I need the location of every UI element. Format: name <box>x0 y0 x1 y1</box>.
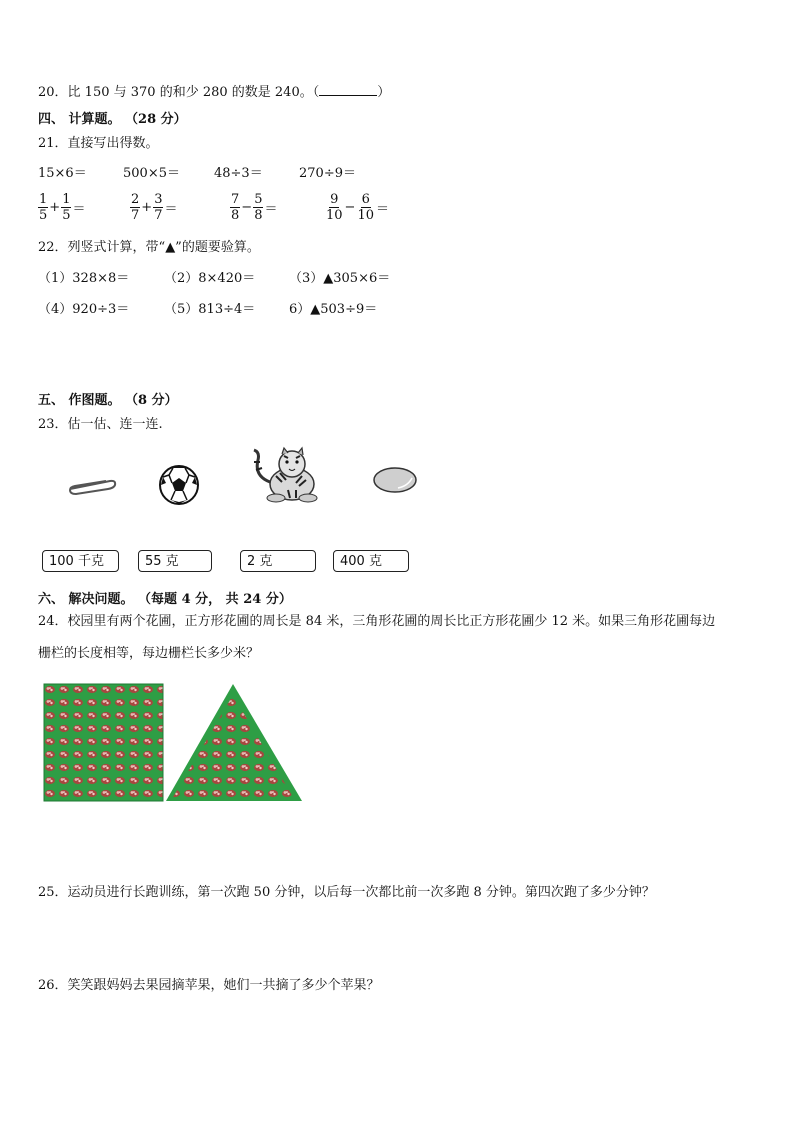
section-6-title: 六、 解决问题。 （每题 4 分， 共 24 分） <box>38 592 292 607</box>
triangle-garden-image <box>165 683 305 803</box>
paper-clip-icon <box>66 475 118 495</box>
question-21-title: 21．直接写出得数。 <box>38 136 159 151</box>
section-4-title: 四、 计算题。 （28 分） <box>38 112 187 127</box>
question-25: 25．运动员进行长跑训练，第一次跑 50 分钟，以后每一次都比前一次多跑 8 分钟。第四次跑了多少分钟？ <box>38 885 655 900</box>
weight-option-box[interactable]: 2 克 <box>240 550 316 572</box>
calc-item: 48÷3＝ <box>214 166 263 181</box>
question-26: 26．笑笑跟妈妈去果园摘苹果，她们一共摘了多少个苹果？ <box>38 978 380 993</box>
vertical-calc-item: （4）920÷3＝ <box>38 302 130 317</box>
question-20 <box>38 83 390 101</box>
vertical-calc-item: （1）328×8＝ <box>38 271 130 286</box>
egg-icon <box>372 466 418 494</box>
weight-option-box[interactable]: 55 克 <box>138 550 212 572</box>
question-24-line-1: 24．校园里有两个花圃，正方形花圃的周长是 84 米，三角形花圃的周长比正方形花圃少 12 米。如果三角形花圃每边 <box>38 614 716 629</box>
vertical-calc-item: （5）813÷4＝ <box>164 302 256 317</box>
vertical-calc-item: （2）8×420＝ <box>164 271 256 286</box>
fraction-expression: $\frac{1}{5}$ + $\frac{1}{5}$ ＝ <box>39 192 86 223</box>
vertical-calc-item: 6）▲503÷9＝ <box>289 302 378 317</box>
weight-option-box[interactable]: 400 克 <box>333 550 409 572</box>
section-5-title: 五、 作图题。 （8 分） <box>38 393 178 408</box>
fraction-expression: $\frac{2}{7}$ + $\frac{3}{7}$ ＝ <box>131 192 178 223</box>
question-23-title: 23．估一估、连一连. <box>38 417 163 432</box>
question-20-text: 20．比 150 与 370 的和少 280 的数是 240。（ <box>38 85 320 100</box>
calc-item: 500×5＝ <box>123 166 180 181</box>
fraction-expression: $\frac{7}{8}$ − $\frac{5}{8}$ ＝ <box>231 192 278 223</box>
weight-option-box[interactable]: 100 千克 <box>42 550 119 572</box>
vertical-calc-item: （3）▲305×6＝ <box>289 271 391 286</box>
calc-item: 270÷9＝ <box>299 166 356 181</box>
question-24-line-2: 栅栏的长度相等，每边栅栏长多少米？ <box>38 646 260 661</box>
tiger-icon <box>246 446 324 504</box>
calc-item: 15×6＝ <box>38 166 87 181</box>
question-22-title: 22．列竖式计算，带“▲”的题要验算。 <box>38 240 260 255</box>
question-20-close: ） <box>377 85 391 100</box>
soccer-ball-icon <box>157 463 201 507</box>
square-garden-image <box>43 683 165 803</box>
fraction-expression: $\frac{9}{10}$ − $\frac{6}{10}$ ＝ <box>326 192 390 223</box>
answer-blank[interactable] <box>319 83 377 96</box>
